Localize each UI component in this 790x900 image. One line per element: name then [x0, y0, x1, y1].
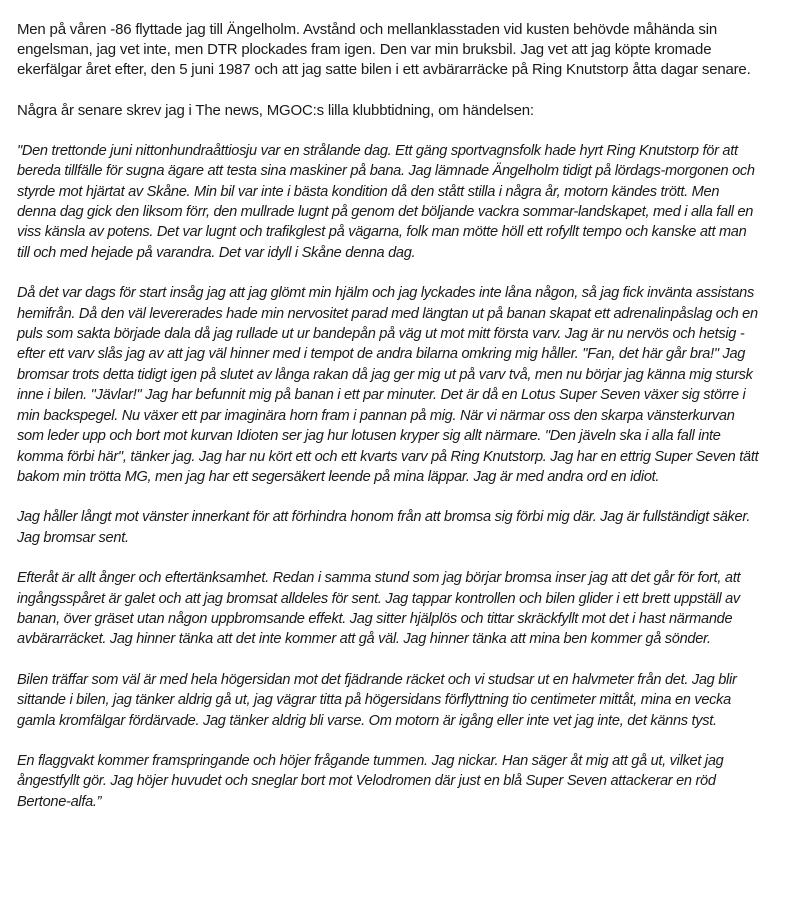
- quote-paragraph: Jag håller långt mot vänster innerkant för att förhindra honom från att bromsa sig förbi mig där. Jag är fullständigt säker. Jag bromsar sent.: [17, 509, 751, 546]
- quote-paragraph: Då det var dags för start insåg jag att jag glömt min hjälm och jag lyckades inte låna någon, så jag fick invänta assistans hemifrån. Då den väl levererades hade min nervositet parad med längtan ut på banan skapat ett adrenalinpåslag och en puls som sakta började dala då jag rullade ut ur bandepån på väg ut mot mitt första varv. Jag är nu nervös och hetsig - efter ett varv slås jag av att jag väl hinner med i tempot de andra bilarna omkring mig håller. "Fan, det här går bra!" Jag bromsar trots detta tidigt igen på slutet av långa rakan då jag ger mig ut på varv två, men nu börjar jag känna mig stursk inne i bilen. "Jävlar!" Jag har befunnit mig på banan i ett par minuter. Det är då en Lotus Super Seven växer sig större i min backspegel. Nu växer ett par imaginära horn fram i pannan på mig. När vi närmar oss den skarpa vänsterkurvan som leder upp och bort mot kurvan Idioten ser jag hur lotusen kryper sig allt närmare. "Den jäveln ska i alla fall inte komma förbi här", tänker jag. Jag har nu kört ett och ett kvarts varv på Ring Knutstorp. Jag har en ettrig Super Seven tätt bakom min trötta MG, men jag har ett segersäkert leende på mina läppar. Jag är med andra ord en idiot.: [17, 285, 759, 485]
- quote-paragraph: En flaggvakt kommer framspringande och höjer frågande tummen. Jag nickar. Han säger åt mig att gå ut, vilket jag ångestfyllt gör. Jag höjer huvudet och sneglar bort mot Velodromen där just en blå Super Seven attackerar en röd Bertone-alfa.”: [17, 752, 724, 810]
- quote-paragraph: Bilen träffar som väl är med hela högersidan mot det fjädrande räcket och vi studsar ut en halvmeter från det. Jag blir sittande i bilen, jag tänker aldrig gå ut, jag vägrar titta på högersidans förflyttning tio centimeter mittåt, mina en vecka gamla kromfälgar fördärvade. Jag tänker aldrig bli varse. Om motorn är igång eller inte vet jag inte, det känns tyst.: [17, 671, 737, 729]
- intro-paragraph: Men på våren -86 flyttade jag till Ängelholm. Avstånd och mellanklasstaden vid kusten behövde måhända sin engelsman, jag vet inte, men DTR plockades fram igen. Den var min bruksbil. Jag vet att jag köpte kromade ekerfälgar året efter, den 5 juni 1987 och att jag satte bilen i ett avbärarräcke på Ring Knutstorp åtta dagar senare.: [17, 21, 751, 79]
- quote-paragraph: Efteråt är allt ånger och eftertänksamhet. Redan i samma stund som jag börjar bromsa inser jag att det går för fort, att ingångsspåret är galet och att jag bromsat alldeles för sent. Jag tappar kontrollen och bilen glider i ett brett uppställ av banan, över gräset utan någon uppbromsande effekt. Jag sitter hjälplös och tittar skräckfyllt mot det i hast närmande avbärarräcket. Jag hinner tänka att det inte kommer att gå väl. Jag hinner tänka att mina ben kommer gå sönder.: [17, 570, 741, 648]
- quote-paragraph: "Den trettonde juni nittonhundraåttiosju var en strålande dag. Ett gäng sportvagnsfolk hade hyrt Ring Knutstorp för att bereda tillfälle för sugna ägare att testa sina maskiner på bana. Jag lämnade Ängelholm tidigt på lördags-morgonen och styrde mot hjärtat av Skåne. Min bil var inte i bästa kondition då den stått stilla i några år, motorn kändes trött. Men denna dag gick den liksom förr, den mullrade lugnt på genom det böljande vackra sommar-landskapet, med i alla fall en viss känsla av potens. Det var lugnt och trafikglest på vägarna, folk man mötte höll ett rofyllt tempo och kanske att man till och med hejade på varandra. Det var idyll i Skåne denna dag.: [17, 142, 755, 261]
- intro-paragraph: Några år senare skrev jag i The news, MGOC:s lilla klubbtidning, om händelsen:: [17, 101, 534, 119]
